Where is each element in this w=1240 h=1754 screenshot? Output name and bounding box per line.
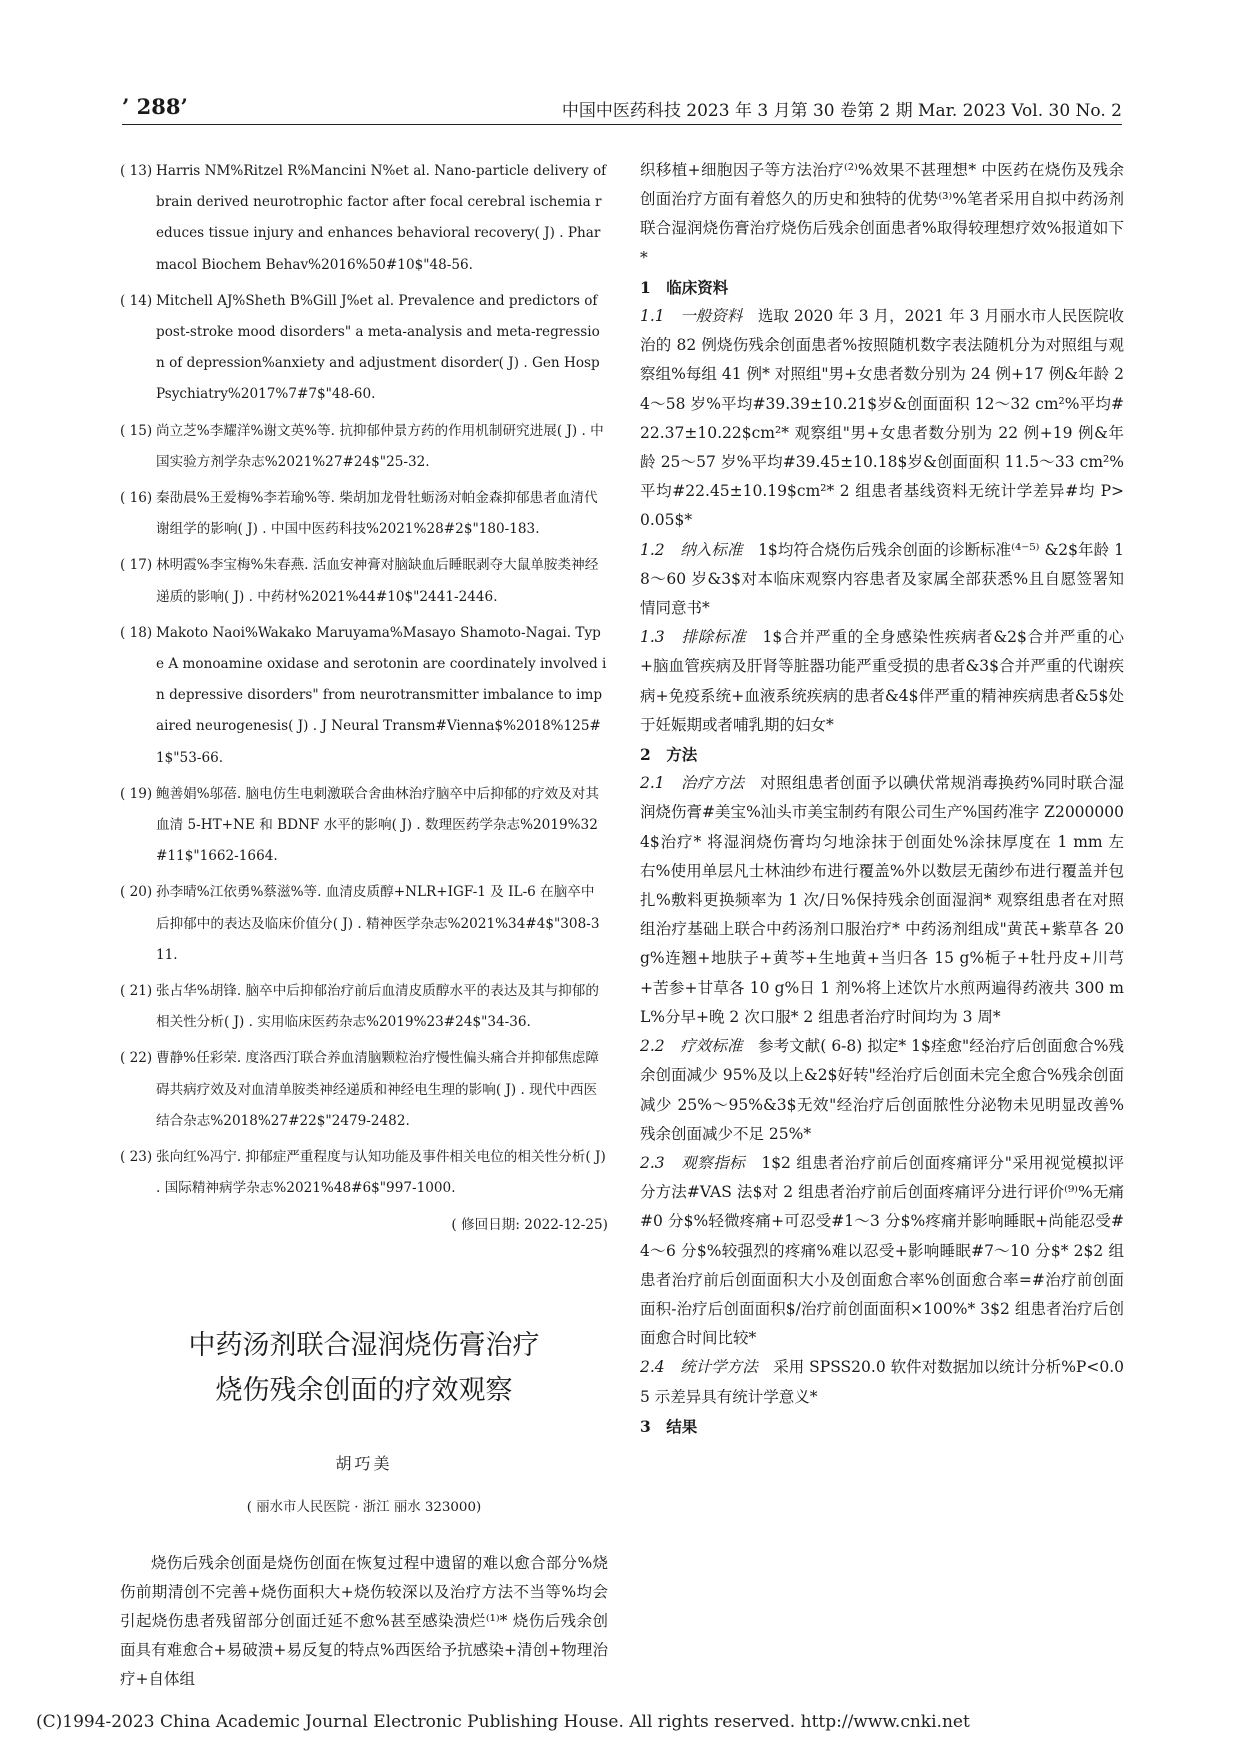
section-2-3: [640, 1149, 1124, 1353]
section-heading: 1 临床资料: [640, 277, 729, 297]
reference-number: ( 20): [120, 884, 153, 901]
intro-continuation: 织移植+细胞因子等方法治疗⁽²⁾%效果不甚理想* 中医药在烧伤及残余创面治疗方面有着悠久的历史和独特的优势⁽³⁾%笔者采用自拟中药汤剂联合湿润烧伤膏治疗烧伤后残余创面患者%取得较理想疗效%报道如下*: [640, 161, 1124, 267]
left-column: [120, 156, 608, 1695]
reference-item: [120, 976, 608, 1038]
subsection-label: 1.2 纳入标准: [640, 540, 743, 559]
reference-text: 张占华%胡锋. 脑卒中后抑郁治疗前后血清皮质醇水平的表达及其与抑郁的相关性分析( J) . 实用临床医药杂志%2019%23#24$"34-36.: [156, 983, 599, 1031]
section-heading: 3 结果: [640, 1416, 698, 1436]
subsection-label: 1.1 一般资料: [640, 307, 743, 326]
section-2-4: [640, 1353, 1124, 1411]
subsection-label: 2.3 观察指标: [640, 1153, 746, 1172]
revision-date: ( 修回日期: 2022-12-25): [451, 1216, 608, 1233]
reference-text: 秦劭晨%王爱梅%李若瑜%等. 柴胡加龙骨牡蛎汤对帕金森抑郁患者血清代谢组学的影响( J) . 中国中医药科技%2021%28#2$"180-183.: [156, 490, 598, 538]
reference-text: 尚立芝%李耀洋%谢文英%等. 抗抑郁仲景方药的作用机制研究进展( J) . 中国实验方剂学杂志%2021%27#24$"25-32.: [156, 422, 604, 470]
reference-text: 鲍善娟%邬蓓. 脑电仿生电刺激联合舍曲林治疗脑卒中后抑郁的疗效及对其血清 5-HT+NE 和 BDNF 水平的影响( J) . 数理医药学杂志%2019%32#11$"1662-1664.: [156, 785, 599, 865]
subsection-text: 对照组患者创面予以碘伏常规消毒换药%同时联合湿润烧伤膏#美宝%汕头市美宝制药有限公司生产%国药准字 Z20000004$治疗* 将湿润烧伤膏均匀地涂抹于创面处%涂抹厚度在 1 mm 左右%使用单层凡士林油纱布进行覆盖%外以数层无菌纱布进行覆盖并包扎%敷料更换频率为 1 次/日%保持残余创面湿润* 观察组患者在对照组治疗基础上联合中药汤剂口服治疗* 中药汤剂组成"黄芪+紫草各 20 g%连翘+地肤子+黄芩+生地黄+当归各 15 g%栀子+牡丹皮+川芎+苦参+甘草各 10 g%日 1 剂%将上述饮片水煎两遍得药液共 300 mL%分早+晚 2 次口服* 2 组患者治疗时间均为 3 周*: [640, 774, 1125, 1026]
reference-number: ( 17): [120, 557, 153, 574]
section-1-3: [640, 623, 1124, 740]
reference-item: [120, 1142, 608, 1204]
article-title: [120, 1323, 608, 1413]
right-column: [640, 156, 1124, 1441]
section-1-2: [640, 536, 1124, 624]
reference-number: ( 15): [120, 422, 153, 439]
article-author: 胡巧美: [335, 1453, 393, 1473]
page-number: ’ 288’: [122, 94, 188, 119]
section-2-1: [640, 769, 1124, 1032]
subsection-label: 1.3 排除标准: [640, 628, 747, 647]
section-heading: 2 方法: [640, 745, 698, 765]
reference-text: 曹静%任彩荣. 度洛西汀联合养血清脑颗粒治疗慢性偏头痛合并抑郁焦虑障碍共病疗效及对血清单胺类神经递质和神经电生理的影响( J) . 现代中西医结合杂志%2018%27#22$"2479-2482.: [156, 1050, 599, 1129]
reference-item: [120, 483, 608, 545]
section-2-2: [640, 1032, 1124, 1149]
subsection-text: 参考文献( 6-8) 拟定* 1$痊愈"经治疗后创面愈合%残余创面减少 95%及以上&2$好转"经治疗后创面未完全愈合%残余创面减少 25%～95%&3$无效"经治疗后创面脓性分泌物未见明显改善%残余创面减少不足 25%*: [640, 1037, 1124, 1143]
reference-number: ( 14): [120, 292, 153, 309]
subsection-text: 1$合并严重的全身感染性疾病者&2$合并严重的心+脑血管疾病及肝肾等脏器功能严重受损的患者&3$合并严重的代谢疾病+免疫系统+血液系统疾病的患者&4$伴严重的精神疾病患者&5$处于妊娠期或者哺乳期的妇女*: [640, 628, 1125, 734]
reference-text: Makoto Naoi%Wakako Maruyama%Masayo Shamoto-Nagai. Type A monoamine oxidase and serotonin are coordinately involved in depressive disorders" from neurotransmitter imbalance to impaired neurogenesis( J) . J Neural Transm#Vienna$%2018%125#1$"53-66.: [156, 624, 607, 766]
author-affiliation: ( 丽水市人民医院 · 浙江 丽水 323000): [246, 1499, 482, 1515]
reference-number: ( 18): [120, 624, 153, 641]
reference-item: [120, 618, 608, 774]
article-title-line: 烧伤残余创面的疗效观察: [215, 1374, 513, 1406]
reference-item: [120, 416, 608, 478]
reference-item: [120, 156, 608, 281]
subsection-text: 选取 2020 年 3 月，2021 年 3 月丽水市人民医院收治的 82 例烧伤残余创面患者%按照随机数字表法随机分为对照组与观察组%每组 41 例* 对照组"男+女患者数分别为 24 例+17 例&年龄 24～58 岁%平均#39.39±10.21$岁&创面面积 12～32 cm²%平均#22.37±10.22$cm²* 观察组"男+女患者数分别为 22 例+19 例&年龄 25～57 岁%平均#39.45±10.18$岁&创面面积 11.5～33 cm²%平均#22.45±10.19$cm²* 2 组患者基线资料无统计学差异#均 P>0.05$*: [640, 307, 1124, 530]
reference-item: [120, 550, 608, 612]
reference-number: ( 21): [120, 983, 153, 1000]
subsection-label: 2.2 疗效标准: [640, 1037, 743, 1056]
section-1-1: [640, 302, 1124, 536]
reference-list: [120, 156, 608, 1205]
subsection-text: 采用 SPSS20.0 软件对数据加以统计分析%P<0.05 示差异具有统计学意义*: [640, 1358, 1124, 1406]
journal-citation: 中国中医药科技 2023 年 3 月第 30 卷第 2 期 Mar. 2023 Vol. 30 No. 2: [561, 101, 1122, 121]
subsection-text: 1$均符合烧伤后残余创面的诊断标准⁽⁴⁻⁵⁾ &2$年龄 18～60 岁&3$对本临床观察内容患者及家属全部获悉%且自愿签署知情同意书*: [640, 540, 1124, 618]
intro-paragraph: 烧伤后残余创面是烧伤创面在恢复过程中遗留的难以愈合部分%烧伤前期清创不完善+烧伤面积大+烧伤较深以及治疗方法不当等%均会引起烧伤患者残留部分创面迁延不愈%甚至感染溃烂⁽¹⁾* 烧伤后残余创面具有难愈合+易破溃+易反复的特点%西医给予抗感染+清创+物理治疗+自体组: [120, 1553, 608, 1689]
reference-number: ( 22): [120, 1050, 153, 1067]
reference-item: [120, 286, 608, 411]
reference-number: ( 19): [120, 785, 153, 802]
copyright-footer: (C)1994-2023 China Academic Journal Electronic Publishing House. All rights reserved. http://www.cnki.net: [36, 1712, 970, 1732]
reference-item: [120, 779, 608, 873]
reference-text: Mitchell AJ%Sheth B%Gill J%et al. Prevalence and predictors of post-stroke mood disorders" a meta-analysis and meta-regression of depression%anxiety and adjustment disorder( J) . Gen Hosp Psychiatry%2017%7#7$"48-60.: [156, 292, 600, 403]
subsection-label: 2.1 治疗方法: [640, 774, 745, 793]
subsection-text: 1$2 组患者治疗前后创面疼痛评分"采用视觉模拟评分方法#VAS 法$对 2 组患者治疗前后创面疼痛评分进行评价⁽⁹⁾%无痛#0 分$%轻微疼痛+可忍受#1～3 分$%疼痛并影响睡眠+尚能忍受#4～6 分$%较强烈的疼痛%难以忍受+影响睡眠#7～10 分$* 2$2 组患者治疗前后创面面积大小及创面愈合率%创面愈合率=#治疗前创面面积-治疗后创面面积$/治疗前创面面积×100%* 3$2 组患者治疗后创面愈合时间比较*: [640, 1153, 1124, 1348]
reference-item: [120, 877, 608, 971]
reference-text: 林明霞%李宝梅%朱春燕. 活血安神膏对脑缺血后睡眠剥夺大鼠单胺类神经递质的影响( J) . 中药材%2021%44#10$"2441-2446.: [156, 557, 599, 605]
article-title-line: 中药汤剂联合湿润烧伤膏治疗: [188, 1329, 540, 1361]
reference-text: 张向红%冯宁. 抑郁症严重程度与认知功能及事件相关电位的相关性分析( J) . 国际精神病学杂志%2021%48#6$"997-1000.: [156, 1149, 606, 1197]
reference-text: 孙李晴%江依勇%蔡滋%等. 血清皮质醇+NLR+IGF-1 及 IL-6 在脑卒中后抑郁中的表达及临床价值分( J) . 精神医学杂志%2021%34#4$"308-311.: [156, 884, 600, 963]
reference-number: ( 16): [120, 490, 153, 507]
reference-number: ( 23): [120, 1149, 153, 1166]
header-rule: [122, 124, 1122, 125]
reference-text: Harris NM%Ritzel R%Mancini N%et al. Nano-particle delivery of brain derived neurotrophic factor after focal cerebral ischemia reduces tissue injury and enhances behavioral recovery( J) . Pharmacol Biochem Behav%2016%50#10$"48-56.: [156, 163, 607, 273]
reference-number: ( 13): [120, 163, 153, 179]
subsection-label: 2.4 统计学方法: [640, 1358, 758, 1377]
reference-item: [120, 1043, 608, 1137]
